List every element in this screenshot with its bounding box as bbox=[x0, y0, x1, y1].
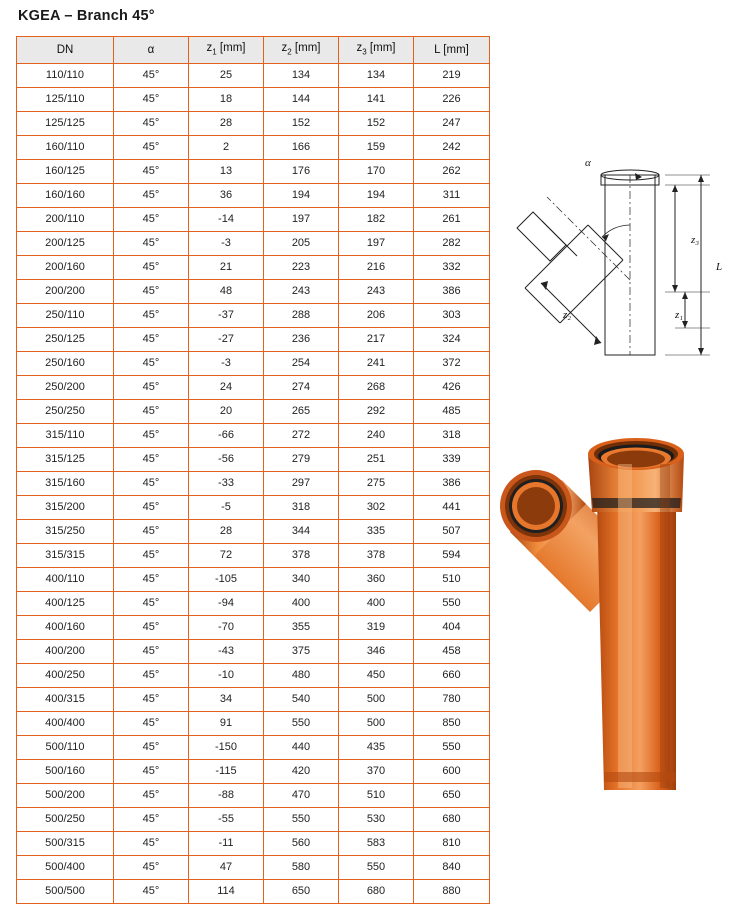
cell-z2: 279 bbox=[264, 448, 339, 472]
table-row bbox=[17, 496, 490, 520]
drawing-label-l: L bbox=[716, 261, 723, 273]
cell-z1: -14 bbox=[189, 208, 264, 232]
cell-z1: -115 bbox=[189, 760, 264, 784]
cell-alpha: 45° bbox=[114, 136, 189, 160]
cell-l: 507 bbox=[414, 520, 490, 544]
cell-z1: 47 bbox=[189, 856, 264, 880]
cell-l: 386 bbox=[414, 472, 490, 496]
cell-z3: 302 bbox=[339, 496, 414, 520]
cell-z2: 420 bbox=[264, 760, 339, 784]
table-row bbox=[17, 328, 490, 352]
cell-z1: 20 bbox=[189, 400, 264, 424]
cell-z3: 346 bbox=[339, 640, 414, 664]
table-row bbox=[17, 472, 490, 496]
cell-z1: -5 bbox=[189, 496, 264, 520]
table-header bbox=[17, 37, 490, 64]
table-row bbox=[17, 400, 490, 424]
cell-z3: 530 bbox=[339, 808, 414, 832]
cell-z1: -66 bbox=[189, 424, 264, 448]
cell-z2: 197 bbox=[264, 208, 339, 232]
cell-z2: 223 bbox=[264, 256, 339, 280]
table-row bbox=[17, 592, 490, 616]
cell-l: 850 bbox=[414, 712, 490, 736]
spec-table-container bbox=[16, 36, 489, 904]
cell-dn: 400/125 bbox=[17, 592, 114, 616]
cell-alpha: 45° bbox=[114, 880, 189, 904]
cell-z1: 2 bbox=[189, 136, 264, 160]
cell-z2: 194 bbox=[264, 184, 339, 208]
cell-alpha: 45° bbox=[114, 448, 189, 472]
cell-l: 550 bbox=[414, 736, 490, 760]
cell-z2: 134 bbox=[264, 64, 339, 88]
cell-l: 660 bbox=[414, 664, 490, 688]
cell-alpha: 45° bbox=[114, 544, 189, 568]
cell-dn: 200/125 bbox=[17, 232, 114, 256]
cell-dn: 400/160 bbox=[17, 616, 114, 640]
page-title: KGEA – Branch 45° bbox=[18, 8, 155, 24]
table-row bbox=[17, 112, 490, 136]
photo-main-body bbox=[588, 438, 684, 790]
cell-z1: 34 bbox=[189, 688, 264, 712]
cell-z3: 197 bbox=[339, 232, 414, 256]
cell-l: 219 bbox=[414, 64, 490, 88]
cell-z2: 344 bbox=[264, 520, 339, 544]
table-row bbox=[17, 544, 490, 568]
table-row bbox=[17, 712, 490, 736]
cell-dn: 250/125 bbox=[17, 328, 114, 352]
cell-z3: 550 bbox=[339, 856, 414, 880]
cell-dn: 125/125 bbox=[17, 112, 114, 136]
cell-alpha: 45° bbox=[114, 352, 189, 376]
cell-l: 550 bbox=[414, 592, 490, 616]
cell-z3: 435 bbox=[339, 736, 414, 760]
cell-l: 600 bbox=[414, 760, 490, 784]
drawing-label-z1: z₁ bbox=[675, 309, 684, 321]
cell-z1: -70 bbox=[189, 616, 264, 640]
column-header-z3: $z_3$ [mm] bbox=[339, 37, 414, 64]
cell-z2: 274 bbox=[264, 376, 339, 400]
cell-z2: 355 bbox=[264, 616, 339, 640]
cell-z2: 375 bbox=[264, 640, 339, 664]
cell-l: 780 bbox=[414, 688, 490, 712]
cell-z3: 152 bbox=[339, 112, 414, 136]
table-row bbox=[17, 640, 490, 664]
cell-z3: 206 bbox=[339, 304, 414, 328]
cell-dn: 125/110 bbox=[17, 88, 114, 112]
cell-dn: 315/200 bbox=[17, 496, 114, 520]
cell-z1: -150 bbox=[189, 736, 264, 760]
table-row bbox=[17, 664, 490, 688]
cell-alpha: 45° bbox=[114, 112, 189, 136]
product-photo bbox=[500, 420, 735, 810]
table-row bbox=[17, 448, 490, 472]
cell-z2: 144 bbox=[264, 88, 339, 112]
cell-dn: 250/160 bbox=[17, 352, 114, 376]
cell-z1: 21 bbox=[189, 256, 264, 280]
table-row bbox=[17, 424, 490, 448]
cell-alpha: 45° bbox=[114, 88, 189, 112]
cell-z3: 370 bbox=[339, 760, 414, 784]
cell-z2: 265 bbox=[264, 400, 339, 424]
cell-l: 594 bbox=[414, 544, 490, 568]
cell-l: 386 bbox=[414, 280, 490, 304]
cell-dn: 500/315 bbox=[17, 832, 114, 856]
cell-alpha: 45° bbox=[114, 64, 189, 88]
column-header-z2: $z_2$ [mm] bbox=[264, 37, 339, 64]
table-row bbox=[17, 688, 490, 712]
cell-alpha: 45° bbox=[114, 160, 189, 184]
cell-z1: -37 bbox=[189, 304, 264, 328]
cell-dn: 160/125 bbox=[17, 160, 114, 184]
cell-z3: 170 bbox=[339, 160, 414, 184]
cell-z3: 319 bbox=[339, 616, 414, 640]
cell-alpha: 45° bbox=[114, 832, 189, 856]
cell-alpha: 45° bbox=[114, 520, 189, 544]
cell-z3: 378 bbox=[339, 544, 414, 568]
cell-alpha: 45° bbox=[114, 400, 189, 424]
table-row bbox=[17, 88, 490, 112]
cell-z3: 680 bbox=[339, 880, 414, 904]
cell-z3: 292 bbox=[339, 400, 414, 424]
cell-l: 404 bbox=[414, 616, 490, 640]
cell-z3: 500 bbox=[339, 712, 414, 736]
cell-alpha: 45° bbox=[114, 568, 189, 592]
cell-l: 840 bbox=[414, 856, 490, 880]
table-row bbox=[17, 208, 490, 232]
cell-alpha: 45° bbox=[114, 664, 189, 688]
cell-alpha: 45° bbox=[114, 472, 189, 496]
cell-l: 282 bbox=[414, 232, 490, 256]
cell-alpha: 45° bbox=[114, 424, 189, 448]
technical-drawing bbox=[505, 140, 735, 370]
cell-z2: 580 bbox=[264, 856, 339, 880]
cell-alpha: 45° bbox=[114, 256, 189, 280]
cell-z2: 650 bbox=[264, 880, 339, 904]
cell-dn: 250/200 bbox=[17, 376, 114, 400]
cell-z2: 550 bbox=[264, 712, 339, 736]
cell-alpha: 45° bbox=[114, 376, 189, 400]
cell-alpha: 45° bbox=[114, 784, 189, 808]
drawing-label-z3: z₃ bbox=[691, 234, 700, 246]
cell-alpha: 45° bbox=[114, 208, 189, 232]
cell-l: 680 bbox=[414, 808, 490, 832]
cell-alpha: 45° bbox=[114, 616, 189, 640]
cell-z2: 340 bbox=[264, 568, 339, 592]
table-row bbox=[17, 352, 490, 376]
cell-z2: 272 bbox=[264, 424, 339, 448]
cell-dn: 315/250 bbox=[17, 520, 114, 544]
column-header-alpha: α bbox=[114, 37, 189, 64]
cell-l: 650 bbox=[414, 784, 490, 808]
cell-z1: 28 bbox=[189, 520, 264, 544]
table-row bbox=[17, 520, 490, 544]
cell-l: 261 bbox=[414, 208, 490, 232]
cell-alpha: 45° bbox=[114, 760, 189, 784]
cell-z3: 450 bbox=[339, 664, 414, 688]
cell-dn: 200/160 bbox=[17, 256, 114, 280]
cell-dn: 500/250 bbox=[17, 808, 114, 832]
cell-dn: 315/125 bbox=[17, 448, 114, 472]
cell-z1: 48 bbox=[189, 280, 264, 304]
column-header-dn: DN bbox=[17, 37, 114, 64]
table-row bbox=[17, 832, 490, 856]
cell-alpha: 45° bbox=[114, 712, 189, 736]
cell-z3: 583 bbox=[339, 832, 414, 856]
cell-z2: 236 bbox=[264, 328, 339, 352]
cell-z1: -88 bbox=[189, 784, 264, 808]
cell-z1: -94 bbox=[189, 592, 264, 616]
table-row bbox=[17, 304, 490, 328]
cell-alpha: 45° bbox=[114, 688, 189, 712]
cell-z2: 176 bbox=[264, 160, 339, 184]
cell-z1: 36 bbox=[189, 184, 264, 208]
table-row bbox=[17, 184, 490, 208]
cell-z3: 134 bbox=[339, 64, 414, 88]
cell-dn: 500/110 bbox=[17, 736, 114, 760]
column-header-z1: $z_1$ [mm] bbox=[189, 37, 264, 64]
table-row bbox=[17, 160, 490, 184]
cell-dn: 500/400 bbox=[17, 856, 114, 880]
cell-z1: -55 bbox=[189, 808, 264, 832]
cell-l: 372 bbox=[414, 352, 490, 376]
cell-z2: 560 bbox=[264, 832, 339, 856]
cell-l: 880 bbox=[414, 880, 490, 904]
column-header-l: L [mm] bbox=[414, 37, 490, 64]
table-row bbox=[17, 232, 490, 256]
table-row bbox=[17, 736, 490, 760]
cell-z1: 72 bbox=[189, 544, 264, 568]
cell-z2: 243 bbox=[264, 280, 339, 304]
cell-z2: 440 bbox=[264, 736, 339, 760]
cell-z2: 318 bbox=[264, 496, 339, 520]
cell-dn: 250/110 bbox=[17, 304, 114, 328]
cell-l: 510 bbox=[414, 568, 490, 592]
cell-z1: 91 bbox=[189, 712, 264, 736]
cell-alpha: 45° bbox=[114, 808, 189, 832]
cell-z1: -33 bbox=[189, 472, 264, 496]
cell-l: 324 bbox=[414, 328, 490, 352]
cell-dn: 160/160 bbox=[17, 184, 114, 208]
cell-z1: -56 bbox=[189, 448, 264, 472]
cell-l: 458 bbox=[414, 640, 490, 664]
cell-l: 247 bbox=[414, 112, 490, 136]
cell-dn: 500/160 bbox=[17, 760, 114, 784]
cell-l: 311 bbox=[414, 184, 490, 208]
cell-z2: 205 bbox=[264, 232, 339, 256]
table-row bbox=[17, 760, 490, 784]
table-body bbox=[17, 64, 490, 904]
cell-z3: 141 bbox=[339, 88, 414, 112]
cell-z3: 500 bbox=[339, 688, 414, 712]
cell-z3: 182 bbox=[339, 208, 414, 232]
table-row bbox=[17, 64, 490, 88]
cell-z3: 243 bbox=[339, 280, 414, 304]
cell-z1: -3 bbox=[189, 352, 264, 376]
cell-dn: 400/200 bbox=[17, 640, 114, 664]
cell-dn: 500/200 bbox=[17, 784, 114, 808]
cell-l: 262 bbox=[414, 160, 490, 184]
table-row bbox=[17, 808, 490, 832]
cell-alpha: 45° bbox=[114, 280, 189, 304]
cell-dn: 315/110 bbox=[17, 424, 114, 448]
cell-z3: 275 bbox=[339, 472, 414, 496]
cell-z1: 114 bbox=[189, 880, 264, 904]
cell-dn: 160/110 bbox=[17, 136, 114, 160]
cell-z2: 288 bbox=[264, 304, 339, 328]
cell-l: 426 bbox=[414, 376, 490, 400]
cell-dn: 400/400 bbox=[17, 712, 114, 736]
cell-l: 339 bbox=[414, 448, 490, 472]
cell-z1: -3 bbox=[189, 232, 264, 256]
cell-alpha: 45° bbox=[114, 184, 189, 208]
cell-z1: 18 bbox=[189, 88, 264, 112]
cell-alpha: 45° bbox=[114, 640, 189, 664]
cell-dn: 400/110 bbox=[17, 568, 114, 592]
cell-alpha: 45° bbox=[114, 856, 189, 880]
cell-dn: 110/110 bbox=[17, 64, 114, 88]
cell-z3: 251 bbox=[339, 448, 414, 472]
cell-z3: 216 bbox=[339, 256, 414, 280]
table-row bbox=[17, 784, 490, 808]
cell-dn: 200/200 bbox=[17, 280, 114, 304]
cell-z3: 159 bbox=[339, 136, 414, 160]
cell-l: 485 bbox=[414, 400, 490, 424]
table-row bbox=[17, 616, 490, 640]
spec-table bbox=[16, 36, 490, 904]
cell-z3: 335 bbox=[339, 520, 414, 544]
table-row bbox=[17, 256, 490, 280]
cell-l: 810 bbox=[414, 832, 490, 856]
cell-dn: 400/250 bbox=[17, 664, 114, 688]
cell-z3: 510 bbox=[339, 784, 414, 808]
cell-z2: 166 bbox=[264, 136, 339, 160]
cell-z1: 13 bbox=[189, 160, 264, 184]
cell-z1: 28 bbox=[189, 112, 264, 136]
cell-z1: -27 bbox=[189, 328, 264, 352]
drawing-label-alpha: α bbox=[585, 157, 591, 169]
cell-dn: 400/315 bbox=[17, 688, 114, 712]
cell-z2: 152 bbox=[264, 112, 339, 136]
cell-z1: -43 bbox=[189, 640, 264, 664]
table-header-row bbox=[17, 37, 490, 64]
table-row bbox=[17, 880, 490, 904]
cell-z2: 297 bbox=[264, 472, 339, 496]
table-row bbox=[17, 376, 490, 400]
cell-dn: 315/315 bbox=[17, 544, 114, 568]
cell-l: 242 bbox=[414, 136, 490, 160]
cell-z3: 360 bbox=[339, 568, 414, 592]
cell-alpha: 45° bbox=[114, 328, 189, 352]
cell-l: 441 bbox=[414, 496, 490, 520]
cell-z2: 400 bbox=[264, 592, 339, 616]
cell-z2: 550 bbox=[264, 808, 339, 832]
table-row bbox=[17, 856, 490, 880]
cell-z1: -10 bbox=[189, 664, 264, 688]
cell-z2: 540 bbox=[264, 688, 339, 712]
cell-alpha: 45° bbox=[114, 232, 189, 256]
cell-z2: 480 bbox=[264, 664, 339, 688]
cell-z2: 470 bbox=[264, 784, 339, 808]
cell-alpha: 45° bbox=[114, 592, 189, 616]
cell-alpha: 45° bbox=[114, 304, 189, 328]
cell-l: 226 bbox=[414, 88, 490, 112]
cell-alpha: 45° bbox=[114, 496, 189, 520]
cell-l: 318 bbox=[414, 424, 490, 448]
cell-l: 303 bbox=[414, 304, 490, 328]
cell-z1: -105 bbox=[189, 568, 264, 592]
cell-alpha: 45° bbox=[114, 736, 189, 760]
cell-z3: 240 bbox=[339, 424, 414, 448]
cell-z1: 25 bbox=[189, 64, 264, 88]
cell-z1: -11 bbox=[189, 832, 264, 856]
cell-z3: 194 bbox=[339, 184, 414, 208]
cell-z3: 400 bbox=[339, 592, 414, 616]
cell-dn: 315/160 bbox=[17, 472, 114, 496]
table-row bbox=[17, 568, 490, 592]
cell-dn: 200/110 bbox=[17, 208, 114, 232]
cell-l: 332 bbox=[414, 256, 490, 280]
cell-z3: 241 bbox=[339, 352, 414, 376]
cell-z2: 254 bbox=[264, 352, 339, 376]
cell-z2: 378 bbox=[264, 544, 339, 568]
cell-z3: 217 bbox=[339, 328, 414, 352]
table-row bbox=[17, 136, 490, 160]
cell-z3: 268 bbox=[339, 376, 414, 400]
drawing-label-z2: z₂ bbox=[563, 309, 572, 321]
cell-z1: 24 bbox=[189, 376, 264, 400]
cell-dn: 500/500 bbox=[17, 880, 114, 904]
table-row bbox=[17, 280, 490, 304]
cell-dn: 250/250 bbox=[17, 400, 114, 424]
